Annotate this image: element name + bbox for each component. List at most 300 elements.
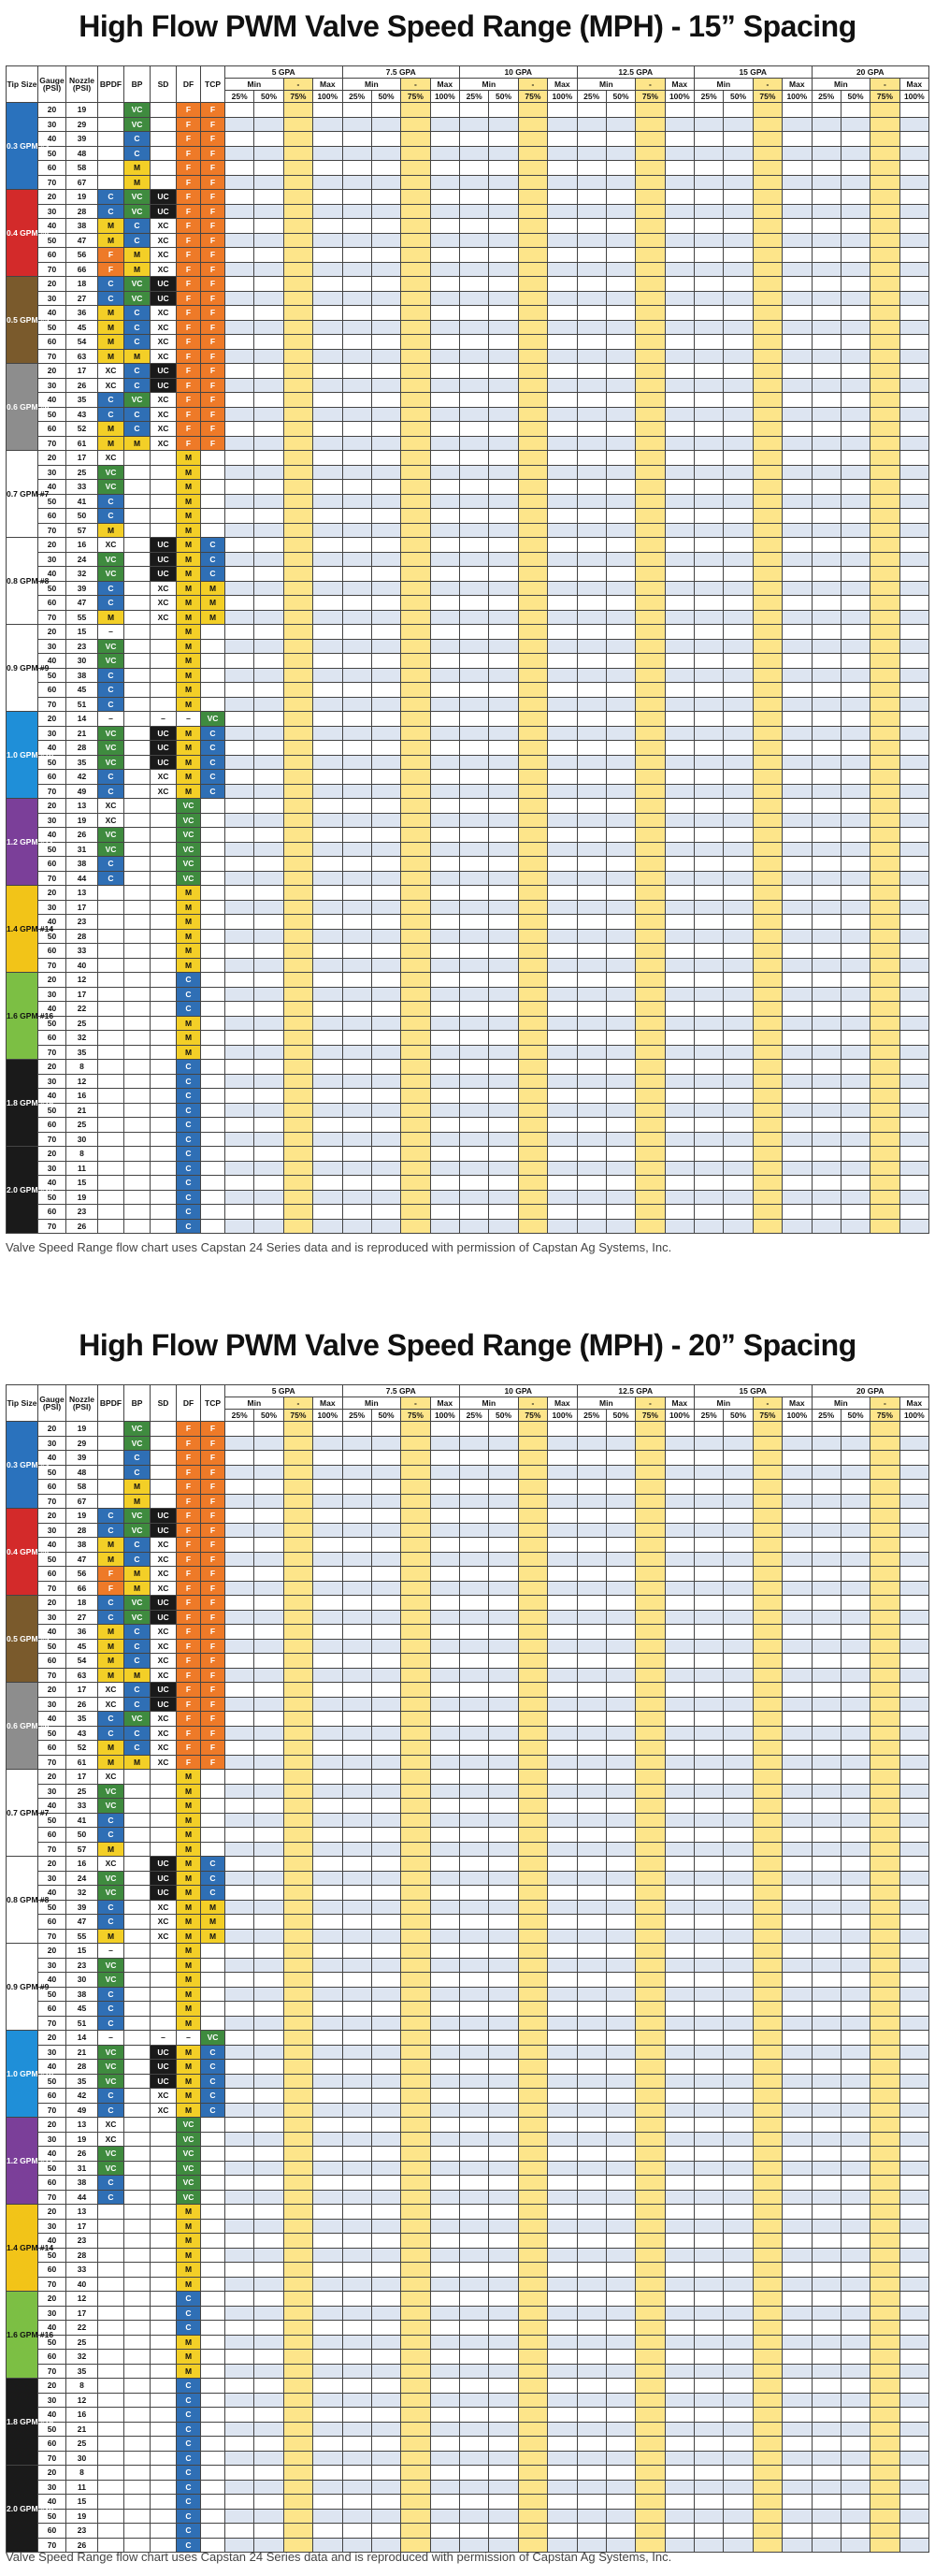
droplet-indicator: C — [124, 320, 151, 335]
speed-value-cell — [606, 1828, 635, 1843]
droplet-indicator — [124, 2016, 151, 2031]
speed-value-cell — [371, 146, 400, 161]
speed-value-cell — [371, 552, 400, 567]
speed-value-cell — [899, 132, 928, 147]
speed-value-cell — [899, 1436, 928, 1451]
speed-value-cell — [313, 1147, 342, 1162]
droplet-indicator — [124, 2350, 151, 2365]
speed-value-cell — [812, 2103, 841, 2118]
speed-value-cell — [548, 2422, 577, 2437]
speed-value-cell — [283, 2103, 312, 2118]
speed-value-cell — [430, 1002, 459, 1017]
speed-value-cell — [254, 1567, 283, 1582]
table-row — [7, 219, 929, 234]
speed-value-cell — [313, 1639, 342, 1654]
speed-value-cell — [870, 2176, 899, 2191]
speed-value-cell — [313, 1190, 342, 1205]
speed-value-cell — [518, 1828, 547, 1843]
speed-value-cell — [724, 1828, 753, 1843]
range-dash-label: - — [753, 79, 782, 91]
speed-value-cell — [606, 161, 635, 176]
speed-value-cell — [870, 1031, 899, 1046]
speed-value-cell — [342, 2364, 371, 2379]
gauge-psi-cell: 20 — [38, 2118, 66, 2133]
footnote: Valve Speed Range flow chart uses Capstan 24 Series data and is reproduced with permission of Capstan Ag Systems, Inc. — [6, 1240, 672, 1254]
speed-value-cell — [342, 929, 371, 944]
droplet-indicator — [124, 654, 151, 669]
speed-value-cell — [695, 407, 724, 422]
col-header-tip-size: Tip Size — [7, 1385, 38, 1422]
speed-value-cell — [225, 2451, 254, 2466]
speed-value-cell — [371, 480, 400, 495]
speed-value-cell — [606, 2263, 635, 2278]
speed-value-cell — [342, 1045, 371, 1060]
speed-value-cell — [841, 1784, 870, 1799]
speed-value-cell — [254, 393, 283, 408]
speed-value-cell — [489, 291, 518, 306]
speed-value-cell — [636, 190, 665, 205]
table-row — [7, 1089, 929, 1104]
speed-value-cell — [870, 2364, 899, 2379]
speed-value-cell — [489, 1002, 518, 1017]
speed-value-cell — [518, 161, 547, 176]
speed-value-cell — [401, 1799, 430, 1814]
speed-value-cell — [430, 697, 459, 712]
speed-value-cell — [342, 320, 371, 335]
speed-value-cell — [783, 407, 812, 422]
speed-value-cell — [665, 1118, 694, 1133]
speed-value-cell — [371, 857, 400, 872]
speed-value-cell — [371, 929, 400, 944]
nozzle-psi-cell: 61 — [66, 436, 98, 451]
col-header-gpa: 10 GPA — [460, 1385, 578, 1397]
speed-value-cell — [371, 2263, 400, 2278]
speed-value-cell — [636, 1654, 665, 1669]
col-header-gpa: 12.5 GPA — [577, 1385, 695, 1397]
speed-value-cell — [870, 813, 899, 828]
speed-value-cell — [430, 494, 459, 509]
speed-value-cell — [489, 1596, 518, 1611]
speed-value-cell — [636, 857, 665, 872]
speed-value-cell — [724, 1929, 753, 1944]
speed-value-cell — [430, 262, 459, 277]
speed-value-cell — [899, 1465, 928, 1480]
speed-value-cell — [254, 712, 283, 727]
speed-value-cell — [753, 929, 782, 944]
speed-value-cell — [665, 161, 694, 176]
droplet-indicator: M — [177, 2045, 201, 2060]
speed-value-cell — [577, 770, 606, 785]
speed-value-cell — [283, 552, 312, 567]
gauge-psi-cell: 40 — [38, 2321, 66, 2336]
speed-value-cell — [518, 1060, 547, 1075]
speed-value-cell — [665, 2016, 694, 2031]
speed-value-cell — [724, 233, 753, 248]
speed-value-cell — [783, 1509, 812, 1524]
speed-value-cell — [225, 1712, 254, 1727]
speed-value-cell — [577, 190, 606, 205]
speed-value-cell — [577, 2161, 606, 2176]
droplet-indicator — [151, 1045, 177, 1060]
droplet-indicator: C — [177, 2451, 201, 2466]
speed-value-cell — [724, 697, 753, 712]
speed-value-cell — [841, 1060, 870, 1075]
speed-value-cell — [724, 1668, 753, 1683]
speed-value-cell — [724, 1132, 753, 1147]
speed-value-cell — [577, 1103, 606, 1118]
speed-value-cell — [870, 828, 899, 843]
speed-value-cell — [225, 2292, 254, 2307]
range-percent-label: 75% — [401, 91, 430, 103]
speed-value-cell — [753, 1654, 782, 1669]
speed-value-cell — [518, 2379, 547, 2394]
droplet-indicator — [124, 2408, 151, 2423]
droplet-indicator — [201, 2292, 225, 2307]
speed-value-cell — [695, 1712, 724, 1727]
speed-value-cell — [254, 1857, 283, 1872]
nozzle-psi-cell: 26 — [66, 1697, 98, 1712]
speed-value-cell — [254, 2060, 283, 2075]
speed-value-cell — [460, 639, 489, 654]
speed-value-cell — [342, 306, 371, 321]
droplet-indicator: M — [177, 1929, 201, 1944]
speed-value-cell — [548, 2219, 577, 2234]
speed-value-cell — [606, 1567, 635, 1582]
speed-value-cell — [489, 1581, 518, 1596]
droplet-indicator: XC — [151, 1929, 177, 1944]
speed-value-cell — [460, 842, 489, 857]
speed-value-cell — [225, 2205, 254, 2220]
speed-value-cell — [783, 378, 812, 393]
speed-value-cell — [899, 1031, 928, 1046]
speed-value-cell — [283, 523, 312, 538]
speed-value-cell — [753, 233, 782, 248]
gauge-psi-cell: 70 — [38, 958, 66, 973]
speed-value-cell — [460, 2205, 489, 2220]
droplet-indicator — [124, 697, 151, 712]
speed-value-cell — [254, 1465, 283, 1480]
speed-value-cell — [606, 277, 635, 292]
gauge-psi-cell: 30 — [38, 1871, 66, 1886]
speed-value-cell — [371, 204, 400, 219]
speed-value-cell — [254, 683, 283, 698]
droplet-indicator — [124, 1118, 151, 1133]
speed-value-cell — [401, 509, 430, 524]
speed-value-cell — [899, 277, 928, 292]
speed-value-cell — [489, 103, 518, 118]
speed-value-cell — [489, 2118, 518, 2133]
speed-value-cell — [225, 900, 254, 915]
speed-value-cell — [753, 915, 782, 930]
droplet-indicator: F — [177, 1523, 201, 1538]
tip-size-label: 1.8 GPM #18 — [7, 1060, 38, 1147]
speed-value-cell — [430, 1973, 459, 1988]
speed-value-cell — [812, 2234, 841, 2249]
speed-value-cell — [841, 1987, 870, 2002]
droplet-indicator: M — [177, 2350, 201, 2365]
speed-value-cell — [870, 190, 899, 205]
speed-value-cell — [342, 871, 371, 886]
speed-value-cell — [753, 175, 782, 190]
speed-value-cell — [342, 1726, 371, 1741]
speed-value-cell — [724, 146, 753, 161]
speed-value-cell — [401, 2118, 430, 2133]
speed-value-cell — [313, 639, 342, 654]
droplet-indicator: VC — [124, 103, 151, 118]
table-row — [7, 190, 929, 205]
droplet-indicator: F — [177, 1596, 201, 1611]
droplet-indicator: F — [201, 161, 225, 176]
speed-value-cell — [283, 1552, 312, 1567]
speed-value-cell — [283, 1002, 312, 1017]
speed-value-cell — [695, 2190, 724, 2205]
speed-value-cell — [460, 2263, 489, 2278]
speed-value-cell — [430, 1190, 459, 1205]
speed-value-cell — [665, 2292, 694, 2307]
droplet-indicator: VC — [124, 190, 151, 205]
speed-value-cell — [489, 219, 518, 234]
speed-value-cell — [548, 1712, 577, 1727]
speed-value-cell — [342, 1538, 371, 1553]
droplet-indicator — [151, 915, 177, 930]
table-row — [7, 1654, 929, 1669]
speed-value-cell — [283, 1842, 312, 1857]
droplet-indicator — [124, 2118, 151, 2133]
speed-value-cell — [695, 2263, 724, 2278]
speed-value-cell — [518, 335, 547, 350]
speed-value-cell — [460, 2234, 489, 2249]
droplet-indicator: UC — [151, 2060, 177, 2075]
speed-value-cell — [783, 175, 812, 190]
droplet-indicator: XC — [98, 1770, 124, 1785]
speed-value-cell — [313, 2002, 342, 2017]
speed-value-cell — [665, 2205, 694, 2220]
nozzle-psi-cell: 35 — [66, 2364, 98, 2379]
speed-value-cell — [724, 1726, 753, 1741]
speed-value-cell — [899, 1857, 928, 1872]
speed-value-cell — [489, 1784, 518, 1799]
droplet-indicator: C — [201, 567, 225, 582]
droplet-indicator — [201, 987, 225, 1002]
speed-value-cell — [313, 1581, 342, 1596]
speed-value-cell — [283, 146, 312, 161]
nozzle-psi-cell: 47 — [66, 596, 98, 611]
speed-value-cell — [899, 1494, 928, 1509]
speed-value-cell — [812, 2466, 841, 2481]
speed-value-cell — [812, 2451, 841, 2466]
speed-value-cell — [548, 1103, 577, 1118]
speed-value-cell — [342, 1205, 371, 1220]
droplet-indicator: XC — [151, 219, 177, 234]
table-row — [7, 2219, 929, 2234]
speed-value-cell — [636, 1581, 665, 1596]
speed-value-cell — [489, 465, 518, 480]
speed-value-cell — [401, 2393, 430, 2408]
tip-size-label: 2.0 GPM #20 — [7, 1147, 38, 1234]
speed-value-cell — [606, 1871, 635, 1886]
range-percent-label: 25% — [342, 91, 371, 103]
droplet-indicator: C — [98, 1900, 124, 1915]
range-dash-label: - — [283, 79, 312, 91]
droplet-indicator: VC — [98, 1784, 124, 1799]
speed-value-cell — [606, 770, 635, 785]
droplet-indicator — [151, 2379, 177, 2394]
speed-value-cell — [812, 1205, 841, 1220]
speed-value-cell — [753, 2103, 782, 2118]
gauge-psi-cell: 30 — [38, 552, 66, 567]
speed-value-cell — [665, 2422, 694, 2437]
speed-value-cell — [460, 190, 489, 205]
speed-value-cell — [753, 1552, 782, 1567]
droplet-indicator: F — [201, 422, 225, 437]
speed-value-cell — [548, 1828, 577, 1843]
droplet-indicator — [124, 828, 151, 843]
speed-value-cell — [283, 581, 312, 596]
droplet-indicator: M — [98, 1755, 124, 1770]
droplet-indicator: M — [201, 581, 225, 596]
speed-value-cell — [577, 1697, 606, 1712]
speed-value-cell — [665, 480, 694, 495]
gauge-psi-cell: 70 — [38, 349, 66, 364]
nozzle-psi-cell: 58 — [66, 1480, 98, 1495]
speed-value-cell — [489, 1451, 518, 1466]
droplet-indicator — [151, 857, 177, 872]
speed-value-cell — [342, 1509, 371, 1524]
speed-value-cell — [225, 2016, 254, 2031]
droplet-indicator — [98, 1016, 124, 1031]
speed-value-cell — [548, 523, 577, 538]
speed-value-cell — [870, 1770, 899, 1785]
speed-value-cell — [342, 2147, 371, 2162]
speed-value-cell — [401, 1813, 430, 1828]
droplet-indicator — [98, 2335, 124, 2350]
table-row — [7, 1045, 929, 1060]
speed-value-cell — [460, 1219, 489, 1234]
droplet-indicator: M — [177, 1813, 201, 1828]
speed-value-cell — [342, 1465, 371, 1480]
nozzle-psi-cell: 26 — [66, 828, 98, 843]
speed-value-cell — [225, 1973, 254, 1988]
speed-value-cell — [577, 1625, 606, 1640]
speed-value-cell — [899, 175, 928, 190]
speed-value-cell — [313, 2031, 342, 2046]
speed-value-cell — [489, 842, 518, 857]
speed-value-cell — [371, 161, 400, 176]
speed-value-cell — [724, 175, 753, 190]
speed-value-cell — [342, 1016, 371, 1031]
speed-value-cell — [518, 1581, 547, 1596]
speed-value-cell — [695, 436, 724, 451]
speed-value-cell — [371, 349, 400, 364]
droplet-indicator — [124, 799, 151, 814]
speed-value-cell — [401, 523, 430, 538]
speed-value-cell — [225, 2321, 254, 2336]
speed-value-cell — [606, 1639, 635, 1654]
speed-value-cell — [870, 1813, 899, 1828]
droplet-indicator — [124, 451, 151, 466]
speed-value-cell — [724, 2306, 753, 2321]
nozzle-psi-cell: 47 — [66, 1915, 98, 1930]
speed-value-cell — [489, 1494, 518, 1509]
speed-value-cell — [548, 1190, 577, 1205]
droplet-indicator: C — [201, 1871, 225, 1886]
droplet-indicator: C — [201, 1886, 225, 1901]
speed-value-cell — [430, 668, 459, 683]
speed-value-cell — [460, 1451, 489, 1466]
droplet-indicator: F — [201, 291, 225, 306]
speed-value-cell — [899, 828, 928, 843]
table-row — [7, 1494, 929, 1509]
speed-value-cell — [724, 161, 753, 176]
speed-value-cell — [283, 2176, 312, 2191]
droplet-indicator — [124, 683, 151, 698]
speed-value-cell — [783, 349, 812, 364]
droplet-indicator — [201, 465, 225, 480]
droplet-indicator — [151, 1016, 177, 1031]
speed-value-cell — [371, 175, 400, 190]
speed-value-cell — [812, 407, 841, 422]
speed-value-cell — [606, 2306, 635, 2321]
speed-value-cell — [783, 1089, 812, 1104]
table-row — [7, 1973, 929, 1988]
range-dash-label: - — [636, 79, 665, 91]
speed-value-cell — [313, 2074, 342, 2089]
speed-value-cell — [695, 2002, 724, 2017]
speed-value-cell — [665, 2089, 694, 2104]
speed-value-cell — [695, 480, 724, 495]
droplet-indicator: M — [177, 523, 201, 538]
speed-value-cell — [695, 248, 724, 263]
nozzle-psi-cell: 40 — [66, 2277, 98, 2292]
speed-value-cell — [841, 987, 870, 1002]
droplet-indicator: F — [201, 146, 225, 161]
speed-value-cell — [548, 1016, 577, 1031]
droplet-indicator: C — [98, 1509, 124, 1524]
speed-value-cell — [313, 2176, 342, 2191]
speed-value-cell — [342, 422, 371, 437]
speed-value-cell — [548, 842, 577, 857]
speed-value-cell — [724, 277, 753, 292]
droplet-indicator: M — [201, 1900, 225, 1915]
droplet-indicator — [201, 2306, 225, 2321]
droplet-indicator: C — [177, 2393, 201, 2408]
speed-value-cell — [460, 654, 489, 669]
speed-value-cell — [313, 175, 342, 190]
speed-value-cell — [401, 2263, 430, 2278]
speed-value-cell — [254, 1205, 283, 1220]
speed-value-cell — [313, 697, 342, 712]
speed-value-cell — [724, 335, 753, 350]
speed-value-cell — [518, 1190, 547, 1205]
speed-value-cell — [724, 2335, 753, 2350]
speed-value-cell — [841, 1900, 870, 1915]
speed-value-cell — [489, 1842, 518, 1857]
speed-value-cell — [606, 291, 635, 306]
speed-value-cell — [812, 639, 841, 654]
speed-value-cell — [430, 1074, 459, 1089]
speed-value-cell — [665, 2219, 694, 2234]
gauge-psi-cell: 50 — [38, 1987, 66, 2002]
speed-value-cell — [899, 741, 928, 756]
speed-value-cell — [313, 132, 342, 147]
speed-value-cell — [254, 407, 283, 422]
speed-value-cell — [371, 2074, 400, 2089]
speed-value-cell — [577, 900, 606, 915]
speed-value-cell — [430, 799, 459, 814]
droplet-indicator — [124, 2161, 151, 2176]
speed-value-cell — [342, 436, 371, 451]
droplet-indicator — [124, 1045, 151, 1060]
